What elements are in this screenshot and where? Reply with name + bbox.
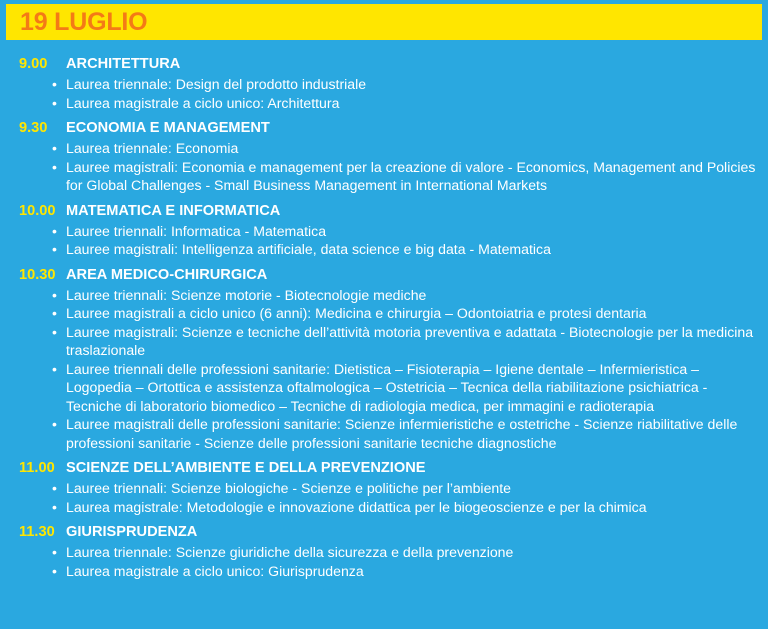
degree-item: • Laurea magistrale a ciclo unico: Architettura (66, 94, 756, 113)
degree-list (0, 139, 768, 195)
degree-item: • Lauree triennali delle professioni sanitarie: Dietistica – Fisioterapia – Igiene dentale – Infermieristica – Logopedia – Ortottica e assistenza oftalmologica – Ostetricia – Tecnica della riabilitazione psichiatrica - Tecniche di laboratorio biomedico – Tecniche di radiologia medica, per immagini e radioterapia (66, 360, 756, 416)
section-heading (0, 267, 768, 286)
degree-item: • Lauree magistrali: Intelligenza artificiale, data science e big data - Matematica (66, 240, 756, 259)
section-title: ECONOMIA E MANAGEMENT (66, 120, 270, 136)
section-time: 9.00 (19, 56, 48, 72)
schedule-section (0, 56, 768, 112)
schedule-section (0, 460, 768, 516)
section-heading (0, 460, 768, 479)
section-time: 10.30 (19, 266, 56, 283)
section-title: AREA MEDICO-CHIRURGICA (66, 266, 268, 283)
section-title: SCIENZE DELL’AMBIENTE E DELLA PREVENZIONE (66, 460, 426, 476)
schedule-section (0, 524, 768, 580)
degree-item: • Laurea triennale: Design del prodotto industriale (66, 75, 756, 94)
section-heading (0, 203, 768, 222)
section-time: 11.30 (19, 524, 55, 540)
degree-list (0, 75, 768, 112)
schedule (0, 56, 768, 588)
section-time: 11.00 (19, 460, 55, 476)
degree-item: • Lauree triennali: Scienze biologiche - Scienze e politiche per l’ambiente (66, 479, 756, 498)
degree-item: • Lauree magistrali delle professioni sanitarie: Scienze infermieristiche e ostetriche - Scienze riabilitative delle professioni sanitarie - Scienze delle professioni sanitarie tecniche diagnostiche (66, 415, 756, 452)
section-time: 10.00 (19, 202, 56, 219)
date-header (6, 4, 762, 40)
section-title: MATEMATICA E INFORMATICA (66, 202, 281, 219)
degree-list (0, 286, 768, 453)
schedule-section (0, 267, 768, 453)
degree-item: • Laurea triennale: Economia (66, 139, 756, 158)
degree-item: • Lauree magistrali: Economia e management per la creazione di valore - Economics, Management and Policies for Global Challenges - Small Business Management in International Markets (66, 158, 756, 195)
degree-list (0, 479, 768, 516)
degree-item: • Lauree triennali: Informatica - Matematica (66, 222, 756, 241)
section-heading (0, 56, 768, 75)
schedule-section (0, 203, 768, 259)
section-title: ARCHITETTURA (66, 56, 181, 72)
degree-item: • Laurea triennale: Scienze giuridiche della sicurezza e della prevenzione (66, 543, 756, 562)
section-time: 9.30 (19, 120, 48, 136)
degree-list (0, 543, 768, 580)
schedule-section (0, 120, 768, 195)
degree-item: • Laurea magistrale: Metodologie e innovazione didattica per le biogeoscienze e per la chimica (66, 498, 756, 517)
degree-item: • Lauree triennali: Scienze motorie - Biotecnologie mediche (66, 286, 756, 305)
section-title: GIURISPRUDENZA (66, 524, 198, 540)
degree-item: • Lauree magistrali a ciclo unico (6 anni): Medicina e chirurgia – Odontoiatria e protesi dentaria (66, 304, 756, 323)
degree-item: • Lauree magistrali: Scienze e tecniche dell’attività motoria preventiva e adattata - Biotecnologie per la medicina traslazionale (66, 323, 756, 360)
section-heading (0, 524, 768, 543)
date-title: 19 LUGLIO (20, 8, 148, 36)
section-heading (0, 120, 768, 139)
degree-list (0, 222, 768, 259)
degree-item: • Laurea magistrale a ciclo unico: Giurisprudenza (66, 562, 756, 581)
